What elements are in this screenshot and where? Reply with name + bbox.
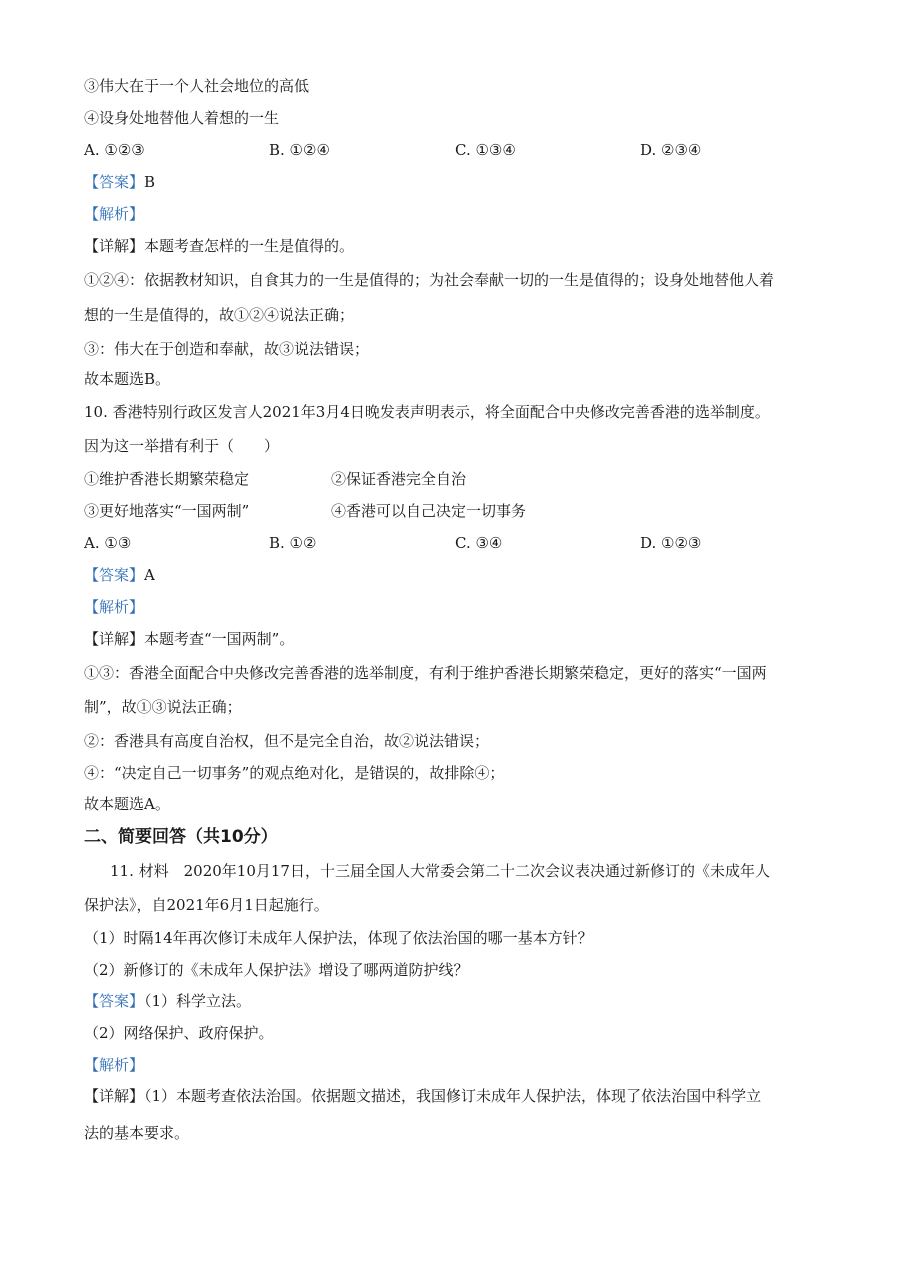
q10-choices: [84, 533, 824, 553]
answer-tag: 【答案】: [84, 173, 145, 191]
q10-options-row-1: [84, 469, 584, 489]
q9-choice-c: C. ①③④: [455, 141, 516, 159]
detail-tag: 【详解】: [84, 1087, 145, 1105]
q11-stem-2: 保护法》，自2021年6月1日起施行。: [84, 896, 329, 914]
q11-subquestion-2: （2）新修订的《未成年人保护法》增设了哪两道防护线？: [84, 961, 469, 979]
detail-tag: 【详解】: [84, 630, 145, 648]
q9-option-4: ④设身处地替他人着想的一生: [84, 109, 280, 127]
q9-explanation-2: ③：伟大在于创造和奉献，故③说法错误；: [84, 340, 370, 358]
answer-tag: 【答案】: [84, 992, 145, 1010]
q10-option-2: ②保证香港完全自治: [331, 470, 467, 488]
q9-analysis-tag: 【解析】: [84, 205, 145, 223]
q10-options-row-2: [84, 501, 584, 521]
q11-detail-1a: [84, 1086, 761, 1106]
q10-explanation-1a: ①③：香港全面配合中央修改完善香港的选举制度，有利于维护香港长期繁荣稳定，更好的落实“一国两: [84, 664, 767, 682]
q10-final: 故本题选A。: [84, 795, 170, 813]
q10-choice-a: A. ①③: [84, 534, 132, 552]
answer-value: B: [144, 173, 156, 191]
q9-choice-a: A. ①②③: [84, 141, 145, 159]
q9-answer: [84, 172, 155, 192]
q10-option-4: ④香港可以自己决定一切事务: [331, 502, 527, 520]
q11-detail-1b: 法的基本要求。: [84, 1124, 190, 1142]
q10-detail: [84, 629, 294, 649]
q10-option-1: ①维护香港长期繁荣稳定: [84, 470, 250, 488]
q10-choice-d: D. ①②③: [640, 534, 702, 552]
q9-explanation-1a: ①②④：依据教材知识，自食其力的一生是值得的；为社会奉献一切的一生是值得的；设身处地替他人着: [84, 271, 775, 289]
q9-option-3: ③伟大在于一个人社会地位的高低: [84, 77, 310, 95]
answer-value: （1）科学立法。: [144, 992, 252, 1010]
q11-analysis-tag: 【解析】: [84, 1056, 145, 1074]
q11-answer-2: （2）网络保护、政府保护。: [84, 1024, 274, 1042]
q9-detail: [84, 236, 354, 256]
section-heading: 二、简要回答（共10分）: [84, 827, 278, 847]
q9-final: 故本题选B。: [84, 370, 171, 388]
q10-answer: [84, 565, 155, 585]
q10-stem-1: 10. 香港特别行政区发言人2021年3月4日晚发表声明表示，将全面配合中央修改完善香港的选举制度。: [84, 403, 770, 421]
q11-answer-1: [84, 991, 251, 1011]
q10-stem-2: 因为这一举措有利于（ ）: [84, 437, 280, 455]
q10-explanation-2: ②：香港具有高度自治权，但不是完全自治，故②说法错误；: [84, 732, 490, 750]
q10-explanation-1b: 制”，故①③说法正确；: [84, 698, 242, 716]
q10-explanation-3: ④：“决定自己一切事务”的观点绝对化，是错误的，故排除④；: [84, 764, 505, 782]
answer-value: A: [144, 566, 155, 584]
detail-intro: 本题考查“一国两制”。: [144, 630, 295, 648]
q9-choices: [84, 140, 824, 160]
q11-subquestion-1: （1）时隔14年再次修订未成年人保护法，体现了依法治国的哪一基本方针？: [84, 929, 593, 947]
detail-text: （1）本题考查依法治国。依据题文描述，我国修订未成年人保护法，体现了依法治国中科学立: [144, 1087, 762, 1105]
q10-analysis-tag: 【解析】: [84, 598, 145, 616]
q9-choice-b: B. ①②④: [269, 141, 330, 159]
q9-explanation-1b: 想的一生是值得的，故①②④说法正确；: [84, 306, 355, 324]
q10-option-3: ③更好地落实“一国两制”: [84, 502, 250, 520]
detail-intro: 本题考查怎样的一生是值得的。: [144, 237, 355, 255]
detail-tag: 【详解】: [84, 237, 145, 255]
q10-choice-b: B. ①②: [269, 534, 317, 552]
answer-tag: 【答案】: [84, 566, 145, 584]
q11-stem-1: 11. 材料 2020年10月17日，十三届全国人大常委会第二十二次会议表决通过新修订的《未成年人: [110, 862, 770, 880]
q10-choice-c: C. ③④: [455, 534, 503, 552]
q9-choice-d: D. ②③④: [640, 141, 702, 159]
